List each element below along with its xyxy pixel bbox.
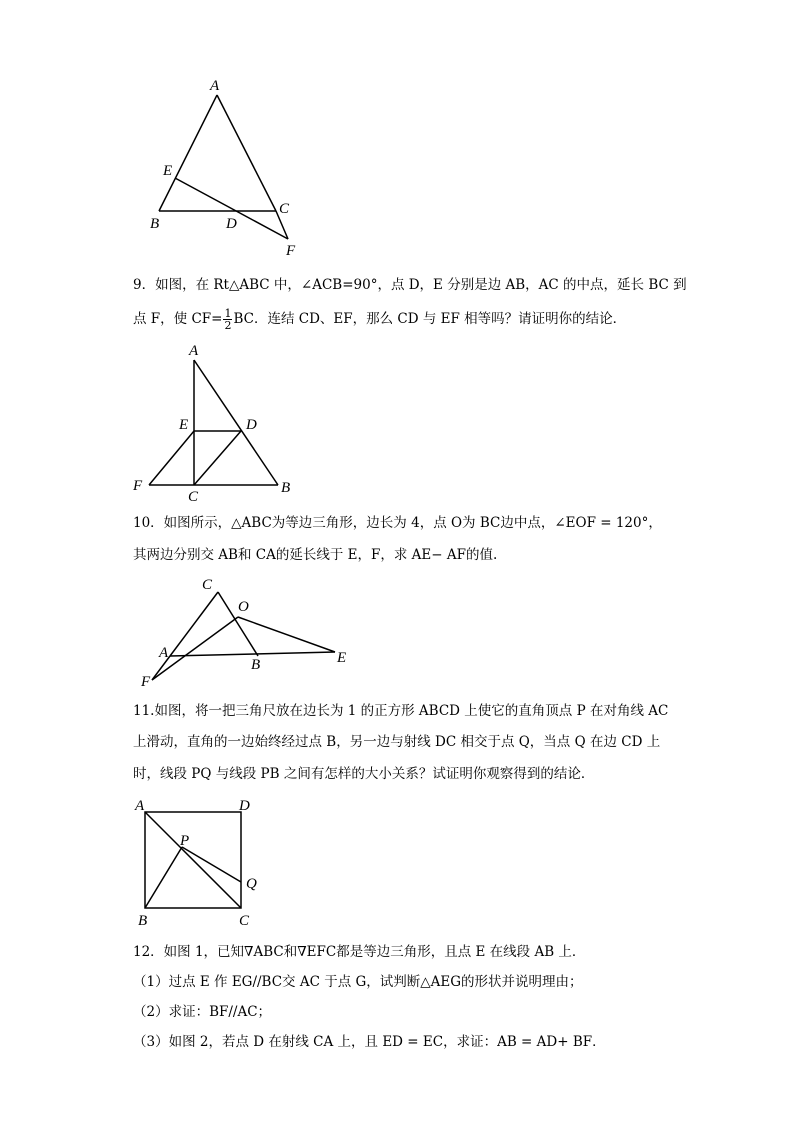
- label-b: B: [251, 657, 261, 673]
- label-c: C: [239, 913, 250, 929]
- label-d: D: [239, 798, 250, 814]
- label-f: F: [286, 243, 296, 259]
- figure-right-triangle-q9: [125, 340, 305, 505]
- segment-ab: [159, 95, 217, 211]
- label-e: E: [179, 417, 189, 433]
- label-a: A: [159, 645, 169, 661]
- label-d: D: [246, 417, 257, 433]
- question-9-line-2: [133, 308, 673, 331]
- question-11-line-3: 时，线段 PQ 与线段 PB 之间有怎样的大小关系？试证明你观察得到的结论．: [133, 766, 595, 782]
- label-f: F: [141, 674, 151, 690]
- question-9-line-2-end: BC．连结 CD、EF，那么 CD 与 EF 相等吗？请证明你的结论．: [233, 311, 627, 327]
- label-a: A: [210, 78, 220, 94]
- diagonal-ac: [145, 812, 241, 908]
- label-e: E: [163, 163, 173, 179]
- question-10-line-2: 其两边分别交 AB和 CA的延长线于 E，F，求 AE− AF的值.: [133, 547, 498, 563]
- fraction-numerator: 1: [224, 307, 232, 320]
- figure-square-q11: [130, 795, 280, 935]
- label-f: F: [133, 478, 143, 494]
- question-9-line-2-start: 点 F，使 CF=: [133, 311, 223, 327]
- segment-pq: [182, 847, 241, 882]
- label-e: E: [337, 650, 347, 666]
- fraction-one-half: [223, 308, 232, 331]
- question-11-line-2: 上滑动，直角的一边始终经过点 B，另一边与射线 DC 相交于点 Q，当点 Q 在边 CD 上: [133, 734, 661, 750]
- segment-ab: [194, 360, 278, 485]
- segment-cd: [194, 431, 241, 485]
- fraction-denominator: 2: [224, 319, 232, 332]
- segment-ca: [170, 592, 218, 656]
- figure-triangle-aef: [140, 70, 320, 265]
- label-b: B: [138, 913, 148, 929]
- question-12-line-4: （3）如图 2，若点 D 在射线 CA 上，且 ED = EC，求证：AB = AD+ BF．: [133, 1034, 606, 1050]
- segment-ac: [217, 95, 276, 211]
- label-c: C: [188, 489, 199, 505]
- label-c: C: [279, 201, 290, 217]
- question-12-line-1: 12．如图 1，已知∇ABC和∇EFC都是等边三角形，且点 E 在线段 AB 上．: [133, 944, 586, 960]
- question-12-line-3: （2）求证：BF//AC；: [133, 1004, 272, 1020]
- label-q: Q: [246, 876, 257, 892]
- segment-ef: [149, 431, 194, 485]
- label-p: P: [180, 833, 190, 849]
- segment-pb: [145, 847, 182, 908]
- label-b: B: [281, 480, 291, 496]
- label-b: B: [150, 216, 160, 232]
- label-d: D: [226, 216, 237, 232]
- question-11-line-1: 11.如图，将一把三角尺放在边长为 1 的正方形 ABCD 上使它的直角顶点 P 在对角线 AC: [133, 703, 669, 719]
- label-a: A: [135, 798, 145, 814]
- label-c: C: [202, 577, 213, 593]
- segment-ae: [170, 652, 335, 656]
- question-9-line-1: 9．如图，在 Rt△ABC 中，∠ACB=90°，点 D，E 分别是边 AB，AC 的中点，延长 BC 到: [133, 277, 687, 293]
- figure-equilateral-triangle-q10: [135, 572, 355, 692]
- question-10-line-1: 10．如图所示，△ABC为等边三角形，边长为 4，点 O为 BC边中点，∠EOF = 120°，: [133, 515, 662, 531]
- label-a: A: [189, 343, 199, 359]
- question-12-line-2: （1）过点 E 作 EG//BC交 AC 于点 G，试判断△AEG的形状并说明理由；: [133, 974, 583, 990]
- label-o: O: [238, 599, 249, 615]
